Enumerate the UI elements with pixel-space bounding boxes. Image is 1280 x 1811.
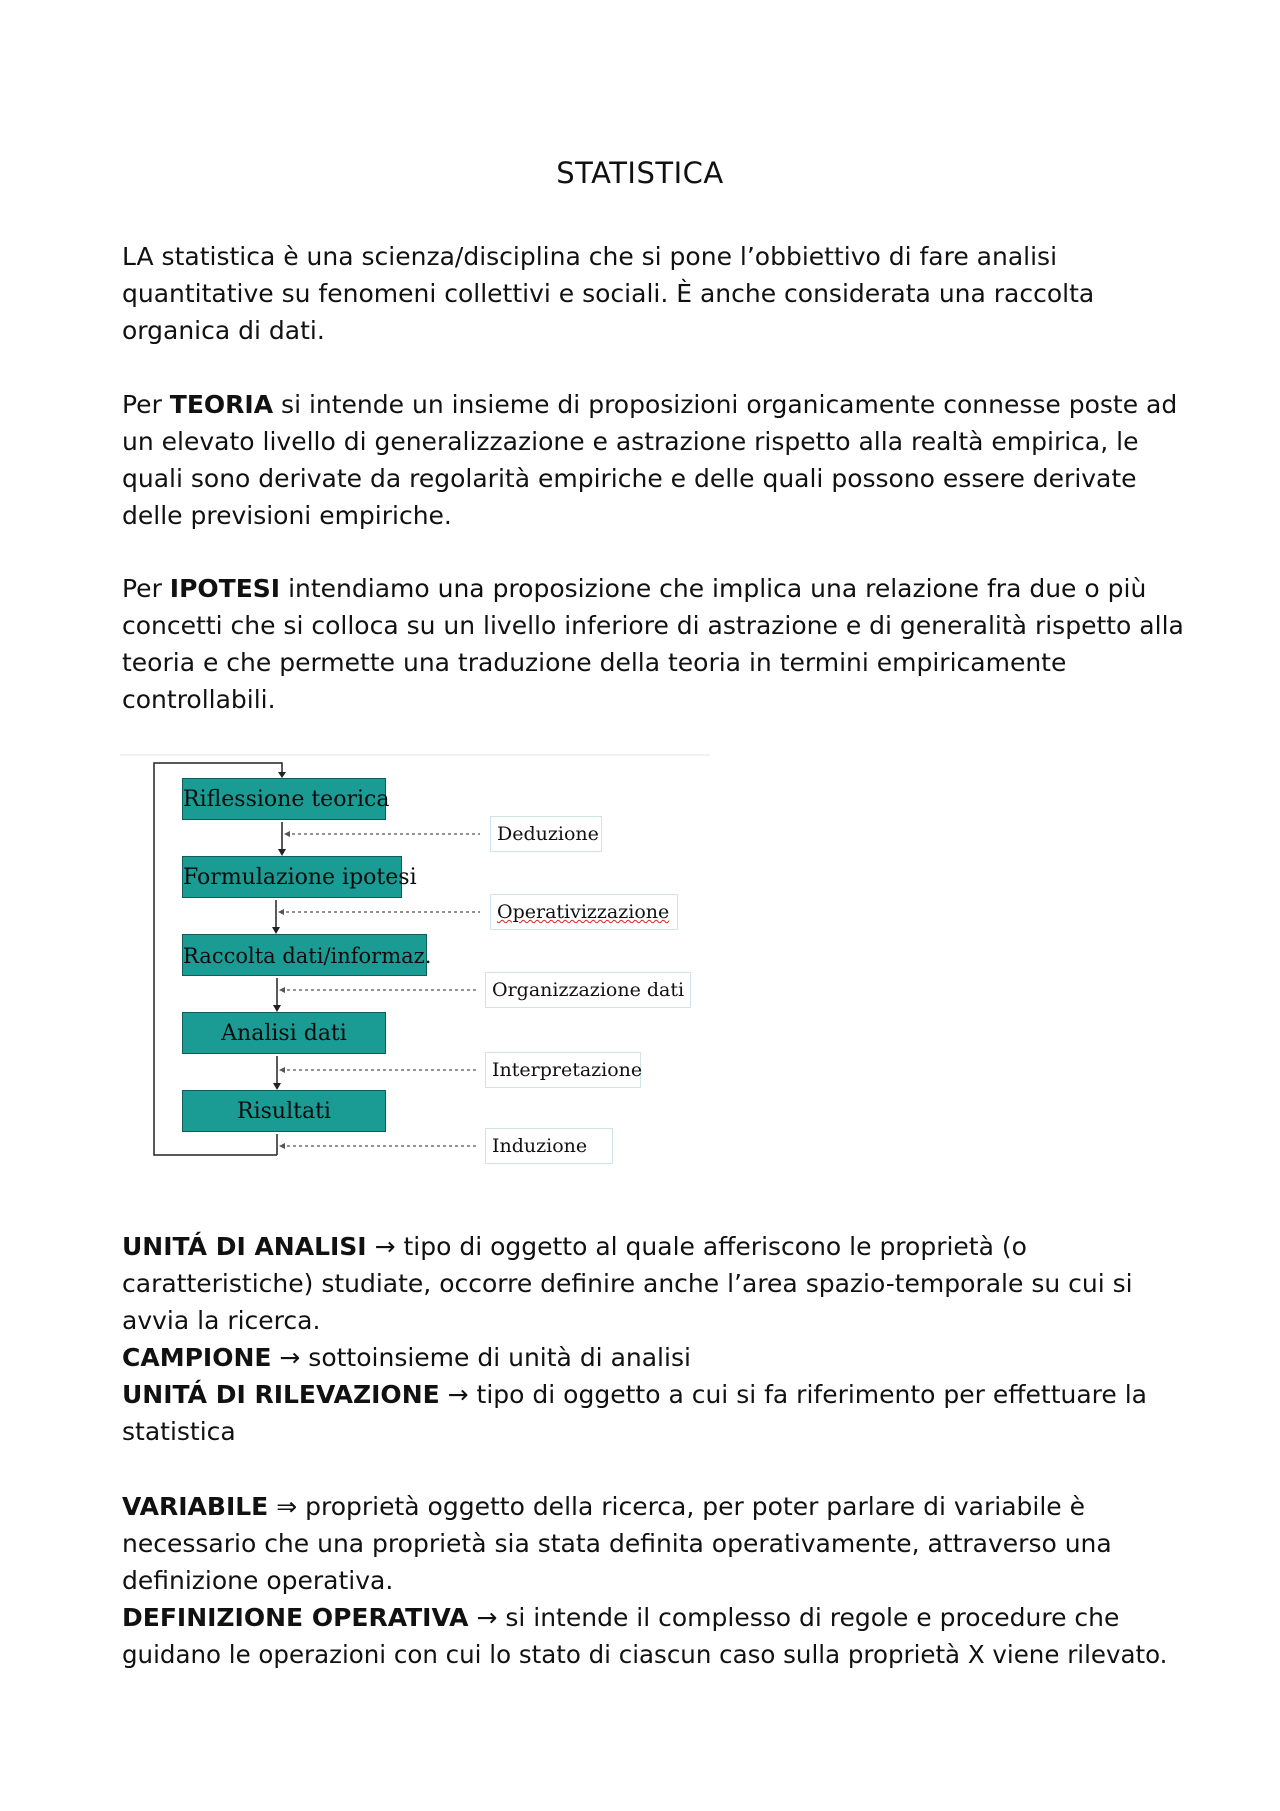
intro-line: quantitative su fenomeni collettivi e sociali. È anche considerata una raccolta [122, 279, 1095, 308]
ipotesi-line: controllabili. [122, 685, 276, 714]
transition-arrowhead [279, 1143, 285, 1149]
campione-term: CAMPIONE [122, 1343, 272, 1372]
definition-line [122, 1488, 1172, 1525]
ipotesi-line: teoria e che permette una traduzione della teoria in termini empiricamente [122, 648, 1067, 677]
variabile-term: VARIABILE [122, 1492, 269, 1521]
transition-deduzione: Deduzione [490, 816, 602, 852]
definition-line: definizione operativa. [122, 1566, 394, 1595]
intro-paragraph [122, 238, 1172, 349]
arrow-icon: → [447, 1380, 469, 1409]
double-arrow-icon: ⇒ [276, 1492, 298, 1521]
transition-arrowhead [284, 831, 290, 837]
definizione-operativa-term: DEFINIZIONE OPERATIVA [122, 1603, 469, 1632]
teoria-line: un elevato livello di generalizzazione e astrazione rispetto alla realtà empirica, le [122, 427, 1139, 456]
ipotesi-line: concetti che si colloca su un livello inferiore di astrazione e di generalità rispetto alla [122, 611, 1184, 640]
ipotesi-line [122, 570, 1172, 607]
arrow-icon: → [374, 1232, 396, 1261]
teoria-line: delle previsioni empiriche. [122, 501, 452, 530]
intro-line: LA statistica è una scienza/disciplina che si pone l’obbiettivo di fare analisi [122, 242, 1058, 271]
definition-line: caratteristiche) studiate, occorre definire anche l’area spazio-temporale su cui si [122, 1269, 1133, 1298]
step-analisi-dati: Analisi dati [182, 1012, 386, 1054]
step-risultati: Risultati [182, 1090, 386, 1132]
teoria-first-line: si intende un insieme di proposizioni organicamente connesse poste ad [273, 390, 1178, 419]
arrow-icon: → [476, 1603, 498, 1632]
transition-organizzazione-dati: Organizzazione dati [485, 972, 691, 1008]
definitions-block-b [122, 1488, 1172, 1673]
unita-di-analisi-term: UNITÁ DI ANALISI [122, 1232, 367, 1261]
step-formulazione-ipotesi: Formulazione ipotesi [182, 856, 402, 898]
definition-line [122, 1339, 1172, 1376]
ipotesi-paragraph [122, 570, 1184, 718]
step-connector-arrowhead [278, 849, 286, 856]
teoria-line [122, 386, 1178, 423]
transition-arrowhead [279, 1067, 285, 1073]
definizione-operativa-definition: si intende il complesso di regole e procedure che [497, 1603, 1120, 1632]
definition-line [122, 1376, 1172, 1413]
step-connector-arrowhead [273, 1005, 281, 1012]
step-connector-arrowhead [272, 927, 280, 934]
teoria-term: TEORIA [169, 390, 274, 419]
teoria-paragraph [122, 386, 1178, 534]
research-process-diagram [120, 750, 720, 1180]
definition-line: avvia la ricerca. [122, 1306, 321, 1335]
campione-definition: sottoinsieme di unità di analisi [300, 1343, 691, 1372]
page-title: STATISTICA [556, 156, 724, 190]
definition-line: guidano le operazioni con cui lo stato di ciascun caso sulla proprietà X viene rilevato. [122, 1640, 1168, 1669]
transition-operativizzazione [490, 894, 678, 930]
definition-line [122, 1228, 1172, 1265]
unita-di-analisi-definition: tipo di oggetto al quale afferiscono le proprietà (o [395, 1232, 1027, 1261]
definition-line: statistica [122, 1417, 236, 1446]
transition-interpretazione: Interpretazione [485, 1052, 641, 1088]
transition-arrowhead [279, 987, 285, 993]
definitions-block-a [122, 1228, 1172, 1450]
teoria-line: quali sono derivate da regolarità empiriche e delle quali possono essere derivate [122, 464, 1137, 493]
transition-operativizzazione-text: Operativizzazione [497, 901, 670, 923]
teoria-prefix: Per [122, 390, 170, 419]
unita-di-rilevazione-definition: tipo di oggetto a cui si fa riferimento per effettuare la [468, 1380, 1147, 1409]
intro-line: organica di dati. [122, 316, 325, 345]
unita-di-rilevazione-term: UNITÁ DI RILEVAZIONE [122, 1380, 440, 1409]
variabile-definition: proprietà oggetto della ricerca, per poter parlare di variabile è [297, 1492, 1085, 1521]
step-connector-arrowhead [273, 1083, 281, 1090]
arrow-icon: → [279, 1343, 301, 1372]
transition-arrowhead [278, 909, 284, 915]
ipotesi-first-line: intendiamo una proposizione che implica una relazione fra due o più [280, 574, 1147, 603]
step-riflessione-teorica: Riflessione teorica [182, 778, 386, 820]
definition-line: necessario che una proprietà sia stata definita operativamente, attraverso una [122, 1529, 1112, 1558]
ipotesi-term: IPOTESI [169, 574, 281, 603]
step-raccolta-dati: Raccolta dati/informaz. [182, 934, 427, 976]
definition-line [122, 1599, 1172, 1636]
ipotesi-prefix: Per [122, 574, 170, 603]
transition-induzione: Induzione [485, 1128, 613, 1164]
